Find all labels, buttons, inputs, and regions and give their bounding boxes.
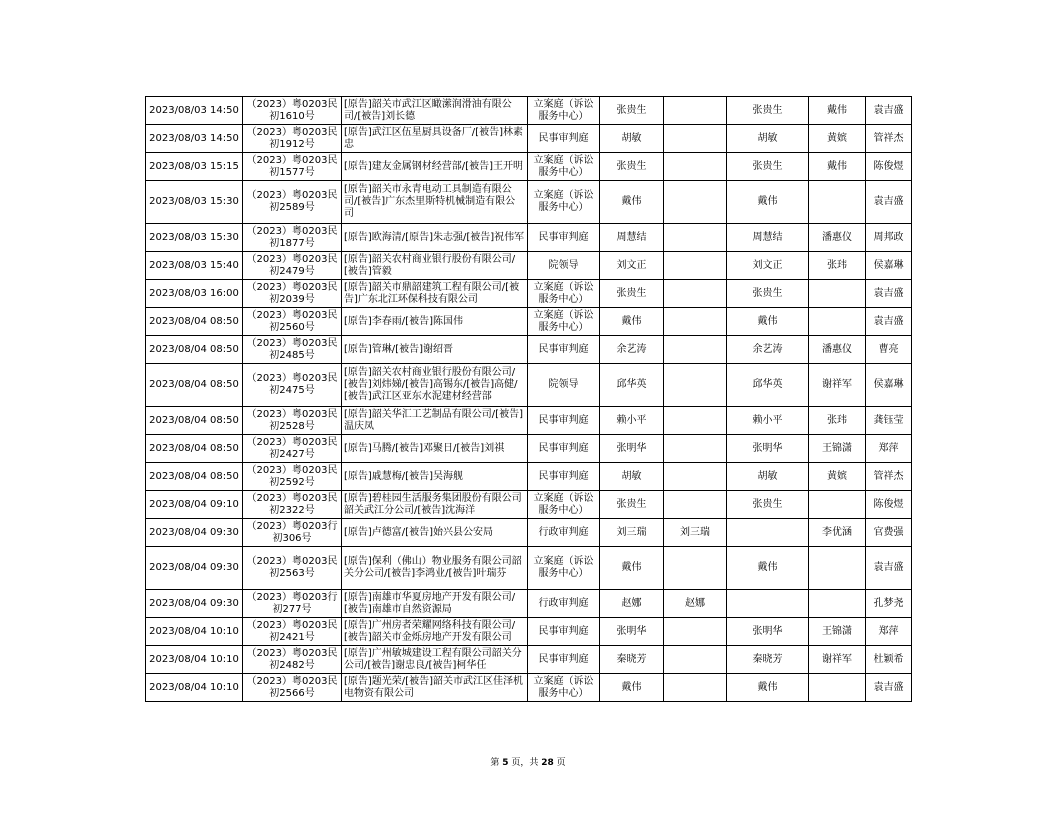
hearing-time-cell: 2023/08/04 09:30 [146, 547, 243, 590]
tribunal-cell: 院领导 [528, 364, 600, 407]
tribunal-cell: 立案庭（诉讼服务中心） [528, 308, 600, 336]
assistant-cell: 谢祥军 [809, 646, 866, 674]
judge-column-6-cell [664, 153, 727, 181]
table-row [146, 646, 912, 674]
parties-cell: [原告]李春雨/[被告]陈国伟 [342, 308, 528, 336]
case-number-cell: （2023）粤0203民初2475号 [243, 364, 342, 407]
presiding-judge-cell: 张贵生 [600, 153, 664, 181]
judge-column-7-cell [727, 590, 809, 618]
assistant-cell: 张玮 [809, 407, 866, 435]
table-row [146, 308, 912, 336]
judge-column-7-cell: 周慧结 [727, 224, 809, 252]
table-row [146, 491, 912, 519]
parties-cell: [原告]卢德富/[被告]始兴县公安局 [342, 519, 528, 547]
case-number-cell: （2023）粤0203民初2589号 [243, 181, 342, 224]
clerk-cell: 袁吉盛 [866, 308, 912, 336]
judge-column-6-cell [664, 280, 727, 308]
assistant-cell: 潘惠仪 [809, 224, 866, 252]
case-number-cell: （2023）粤0203民初1577号 [243, 153, 342, 181]
tribunal-cell: 立案庭（诉讼服务中心） [528, 97, 600, 125]
hearing-time-cell: 2023/08/04 08:50 [146, 336, 243, 364]
assistant-cell [809, 491, 866, 519]
tribunal-cell: 民事审判庭 [528, 435, 600, 463]
presiding-judge-cell: 赵娜 [600, 590, 664, 618]
judge-column-7-cell: 张贵生 [727, 280, 809, 308]
presiding-judge-cell: 戴伟 [600, 547, 664, 590]
case-number-cell: （2023）粤0203民初1912号 [243, 125, 342, 153]
parties-cell: [原告]碧桂园生活服务集团股份有限公司韶关武江分公司/[被告]沈海洋 [342, 491, 528, 519]
judge-column-6-cell [664, 364, 727, 407]
tribunal-cell: 行政审判庭 [528, 519, 600, 547]
judge-column-7-cell: 胡敏 [727, 463, 809, 491]
presiding-judge-cell: 刘三瑞 [600, 519, 664, 547]
judge-column-6-cell [664, 407, 727, 435]
presiding-judge-cell: 胡敏 [600, 125, 664, 153]
clerk-cell: 袁吉盛 [866, 181, 912, 224]
table-row [146, 224, 912, 252]
presiding-judge-cell: 赖小平 [600, 407, 664, 435]
judge-column-6-cell [664, 435, 727, 463]
assistant-cell: 王锦潇 [809, 435, 866, 463]
hearing-time-cell: 2023/08/04 08:50 [146, 463, 243, 491]
hearing-time-cell: 2023/08/04 09:10 [146, 491, 243, 519]
tribunal-cell: 民事审判庭 [528, 336, 600, 364]
footer-total-pages: 28 [541, 758, 554, 768]
assistant-cell: 戴伟 [809, 97, 866, 125]
parties-cell: [原告]戚慧梅/[被告]吴海舰 [342, 463, 528, 491]
presiding-judge-cell: 张贵生 [600, 280, 664, 308]
parties-cell: [原告]欧海清/[原告]朱志强/[被告]祝伟军 [342, 224, 528, 252]
clerk-cell: 管祥杰 [866, 125, 912, 153]
footer-prefix: 第 [490, 758, 500, 768]
clerk-cell: 孔梦尧 [866, 590, 912, 618]
table-row [146, 547, 912, 590]
case-number-cell: （2023）粤0203民初2039号 [243, 280, 342, 308]
presiding-judge-cell: 秦晓芳 [600, 646, 664, 674]
judge-column-6-cell [664, 646, 727, 674]
assistant-cell [809, 280, 866, 308]
parties-cell: [原告]韶关农村商业银行股份有限公司/[被告]管毅 [342, 252, 528, 280]
judge-column-6-cell [664, 674, 727, 702]
table-row [146, 590, 912, 618]
judge-column-6-cell [664, 491, 727, 519]
presiding-judge-cell: 戴伟 [600, 308, 664, 336]
presiding-judge-cell: 戴伟 [600, 181, 664, 224]
clerk-cell: 袁吉盛 [866, 674, 912, 702]
judge-column-6-cell [664, 618, 727, 646]
table-row [146, 181, 912, 224]
clerk-cell: 曹亮 [866, 336, 912, 364]
parties-cell: [原告]韶关华汇工艺制品有限公司/[被告]温庆凤 [342, 407, 528, 435]
case-number-cell: （2023）粤0203民初2482号 [243, 646, 342, 674]
presiding-judge-cell: 周慧结 [600, 224, 664, 252]
case-number-cell: （2023）粤0203民初1877号 [243, 224, 342, 252]
case-number-cell: （2023）粤0203民初2322号 [243, 491, 342, 519]
hearing-time-cell: 2023/08/04 10:10 [146, 674, 243, 702]
judge-column-7-cell: 张贵生 [727, 491, 809, 519]
judge-column-7-cell: 邱华英 [727, 364, 809, 407]
parties-cell: [原告]韶关市武江区瞰潆润滑油有限公司/[被告]刘长德 [342, 97, 528, 125]
table-row [146, 364, 912, 407]
judge-column-7-cell: 胡敏 [727, 125, 809, 153]
assistant-cell: 张玮 [809, 252, 866, 280]
parties-cell: [原告]广州房者荣耀网络科技有限公司/[被告]韶关市金烁房地产开发有限公司 [342, 618, 528, 646]
assistant-cell: 王锦潇 [809, 618, 866, 646]
hearing-time-cell: 2023/08/03 15:15 [146, 153, 243, 181]
tribunal-cell: 民事审判庭 [528, 646, 600, 674]
tribunal-cell: 立案庭（诉讼服务中心） [528, 280, 600, 308]
assistant-cell: 黄嫔 [809, 463, 866, 491]
tribunal-cell: 立案庭（诉讼服务中心） [528, 674, 600, 702]
presiding-judge-cell: 张贵生 [600, 491, 664, 519]
judge-column-6-cell [664, 125, 727, 153]
clerk-cell: 郑萍 [866, 618, 912, 646]
judge-column-6-cell: 赵娜 [664, 590, 727, 618]
judge-column-6-cell [664, 308, 727, 336]
case-number-cell: （2023）粤0203民初2592号 [243, 463, 342, 491]
footer-suffix: 页 [556, 758, 566, 768]
judge-column-7-cell: 张贵生 [727, 153, 809, 181]
judge-column-7-cell: 戴伟 [727, 308, 809, 336]
table-row [146, 519, 912, 547]
clerk-cell: 袁吉盛 [866, 280, 912, 308]
parties-cell: [原告]题光荣/[被告]韶关市武江区佳泽机电物资有限公司 [342, 674, 528, 702]
case-number-cell: （2023）粤0203行初306号 [243, 519, 342, 547]
assistant-cell: 潘惠仪 [809, 336, 866, 364]
parties-cell: [原告]韶关市鼎韶建筑工程有限公司/[被告]广东北江环保科技有限公司 [342, 280, 528, 308]
hearing-time-cell: 2023/08/03 16:00 [146, 280, 243, 308]
hearing-time-cell: 2023/08/03 14:50 [146, 97, 243, 125]
judge-column-7-cell: 张贵生 [727, 97, 809, 125]
assistant-cell [809, 590, 866, 618]
judge-column-7-cell: 戴伟 [727, 181, 809, 224]
clerk-cell: 周邦政 [866, 224, 912, 252]
judge-column-6-cell [664, 463, 727, 491]
assistant-cell [809, 308, 866, 336]
presiding-judge-cell: 邱华英 [600, 364, 664, 407]
presiding-judge-cell: 张明华 [600, 618, 664, 646]
presiding-judge-cell: 刘文正 [600, 252, 664, 280]
hearing-time-cell: 2023/08/04 09:30 [146, 590, 243, 618]
hearing-time-cell: 2023/08/03 15:30 [146, 181, 243, 224]
table-row [146, 674, 912, 702]
judge-column-6-cell [664, 547, 727, 590]
assistant-cell [809, 547, 866, 590]
judge-column-7-cell [727, 519, 809, 547]
judge-column-7-cell: 秦晓芳 [727, 646, 809, 674]
parties-cell: [原告]保利（佛山）物业服务有限公司韶关分公司/[被告]李鸿业/[被告]叶瑞芬 [342, 547, 528, 590]
hearing-time-cell: 2023/08/04 08:50 [146, 364, 243, 407]
clerk-cell: 陈俊煜 [866, 153, 912, 181]
parties-cell: [原告]武江区伍星厨具设备厂/[被告]林素忠 [342, 125, 528, 153]
judge-column-7-cell: 余艺涛 [727, 336, 809, 364]
table-row [146, 618, 912, 646]
footer-middle: 页，共 [511, 758, 539, 768]
hearing-time-cell: 2023/08/04 10:10 [146, 618, 243, 646]
presiding-judge-cell: 张贵生 [600, 97, 664, 125]
clerk-cell: 袁吉盛 [866, 547, 912, 590]
tribunal-cell: 民事审判庭 [528, 407, 600, 435]
footer-page-number: 5 [502, 758, 509, 768]
tribunal-cell: 民事审判庭 [528, 224, 600, 252]
case-number-cell: （2023）粤0203民初2566号 [243, 674, 342, 702]
parties-cell: [原告]马腾/[被告]邓聚日/[被告]刘祺 [342, 435, 528, 463]
hearing-schedule-table [145, 96, 912, 702]
clerk-cell: 陈俊煜 [866, 491, 912, 519]
parties-cell: [原告]韶关市永青电动工具制造有限公司/[被告]广东杰里斯特机械制造有限公司 [342, 181, 528, 224]
case-number-cell: （2023）粤0203民初2563号 [243, 547, 342, 590]
hearing-time-cell: 2023/08/04 09:30 [146, 519, 243, 547]
presiding-judge-cell: 胡敏 [600, 463, 664, 491]
case-number-cell: （2023）粤0203民初2427号 [243, 435, 342, 463]
hearing-time-cell: 2023/08/04 08:50 [146, 407, 243, 435]
judge-column-6-cell [664, 336, 727, 364]
clerk-cell: 官费强 [866, 519, 912, 547]
parties-cell: [原告]管琳/[被告]谢绍晋 [342, 336, 528, 364]
assistant-cell [809, 674, 866, 702]
judge-column-7-cell: 张明华 [727, 435, 809, 463]
case-number-cell: （2023）粤0203民初2421号 [243, 618, 342, 646]
judge-column-6-cell [664, 181, 727, 224]
tribunal-cell: 民事审判庭 [528, 618, 600, 646]
judge-column-6-cell [664, 224, 727, 252]
judge-column-6-cell [664, 97, 727, 125]
tribunal-cell: 民事审判庭 [528, 125, 600, 153]
presiding-judge-cell: 戴伟 [600, 674, 664, 702]
hearing-time-cell: 2023/08/03 15:40 [146, 252, 243, 280]
case-number-cell: （2023）粤0203民初2560号 [243, 308, 342, 336]
clerk-cell: 侯嘉琳 [866, 252, 912, 280]
judge-column-7-cell: 戴伟 [727, 547, 809, 590]
assistant-cell: 黄嫔 [809, 125, 866, 153]
table-row [146, 252, 912, 280]
judge-column-7-cell: 戴伟 [727, 674, 809, 702]
table-row [146, 463, 912, 491]
judge-column-7-cell: 张明华 [727, 618, 809, 646]
case-number-cell: （2023）粤0203民初2528号 [243, 407, 342, 435]
clerk-cell: 郑萍 [866, 435, 912, 463]
case-number-cell: （2023）粤0203民初2479号 [243, 252, 342, 280]
case-number-cell: （2023）粤0203行初277号 [243, 590, 342, 618]
case-number-cell: （2023）粤0203民初2485号 [243, 336, 342, 364]
hearing-time-cell: 2023/08/04 08:50 [146, 308, 243, 336]
presiding-judge-cell: 余艺涛 [600, 336, 664, 364]
assistant-cell [809, 181, 866, 224]
judge-column-6-cell: 刘三瑞 [664, 519, 727, 547]
assistant-cell: 李优涵 [809, 519, 866, 547]
clerk-cell: 杜颖希 [866, 646, 912, 674]
table-row [146, 336, 912, 364]
judge-column-6-cell [664, 252, 727, 280]
judge-column-7-cell: 刘文正 [727, 252, 809, 280]
tribunal-cell: 立案庭（诉讼服务中心） [528, 491, 600, 519]
hearing-time-cell: 2023/08/03 15:30 [146, 224, 243, 252]
assistant-cell: 谢祥军 [809, 364, 866, 407]
tribunal-cell: 院领导 [528, 252, 600, 280]
tribunal-cell: 立案庭（诉讼服务中心） [528, 181, 600, 224]
hearing-time-cell: 2023/08/03 14:50 [146, 125, 243, 153]
tribunal-cell: 行政审判庭 [528, 590, 600, 618]
hearing-time-cell: 2023/08/04 10:10 [146, 646, 243, 674]
judge-column-7-cell: 赖小平 [727, 407, 809, 435]
clerk-cell: 袁吉盛 [866, 97, 912, 125]
case-number-cell: （2023）粤0203民初1610号 [243, 97, 342, 125]
table-row [146, 153, 912, 181]
clerk-cell: 侯嘉琳 [866, 364, 912, 407]
tribunal-cell: 立案庭（诉讼服务中心） [528, 547, 600, 590]
table-row [146, 125, 912, 153]
clerk-cell: 管祥杰 [866, 463, 912, 491]
parties-cell: [原告]广州敏城建设工程有限公司韶关分公司/[被告]谢忠良/[被告]柯华任 [342, 646, 528, 674]
tribunal-cell: 立案庭（诉讼服务中心） [528, 153, 600, 181]
parties-cell: [原告]南雄市华夏房地产开发有限公司/[被告]南雄市自然资源局 [342, 590, 528, 618]
table-row [146, 435, 912, 463]
parties-cell: [原告]建友金属钢材经营部/[被告]王开明 [342, 153, 528, 181]
presiding-judge-cell: 张明华 [600, 435, 664, 463]
assistant-cell: 戴伟 [809, 153, 866, 181]
parties-cell: [原告]韶关农村商业银行股份有限公司/[被告]刘炜娣/[被告]高锡东/[被告]高健/[被告]武江区亚东水泥建材经营部 [342, 364, 528, 407]
clerk-cell: 龚钰莹 [866, 407, 912, 435]
table-row [146, 97, 912, 125]
table-row [146, 280, 912, 308]
hearing-time-cell: 2023/08/04 08:50 [146, 435, 243, 463]
tribunal-cell: 民事审判庭 [528, 463, 600, 491]
table-row [146, 407, 912, 435]
page-footer [0, 757, 1056, 769]
